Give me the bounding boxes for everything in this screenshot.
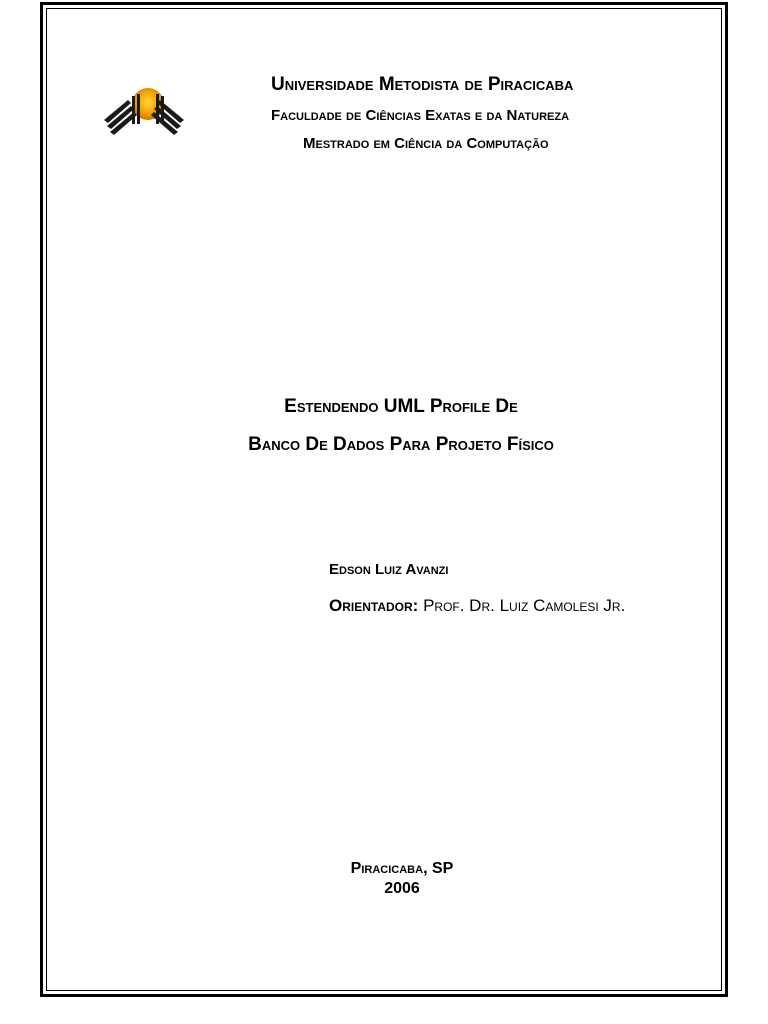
thesis-title-line-1: Estendendo UML Profile De (284, 396, 518, 417)
university-name: Universidade Metodista de Piracicaba (271, 74, 574, 95)
thesis-title-line-2: Banco De Dados Para Projeto Físico (248, 434, 554, 455)
year: 2006 (384, 880, 420, 897)
city: Piracicaba, SP (350, 860, 454, 877)
author-name: Edson Luiz Avanzi (329, 561, 449, 578)
faculty-name: Faculdade de Ciências Exatas e da Natureza (271, 107, 570, 124)
program-name: Mestrado em Ciência da Computação (303, 135, 549, 152)
advisor-name: Prof. Dr. Luiz Camolesi Jr. (423, 596, 626, 615)
page-border-inner (46, 8, 722, 991)
advisor-label: Orientador: (329, 596, 419, 615)
advisor-line (329, 596, 625, 616)
unimep-logo-icon (100, 84, 188, 140)
